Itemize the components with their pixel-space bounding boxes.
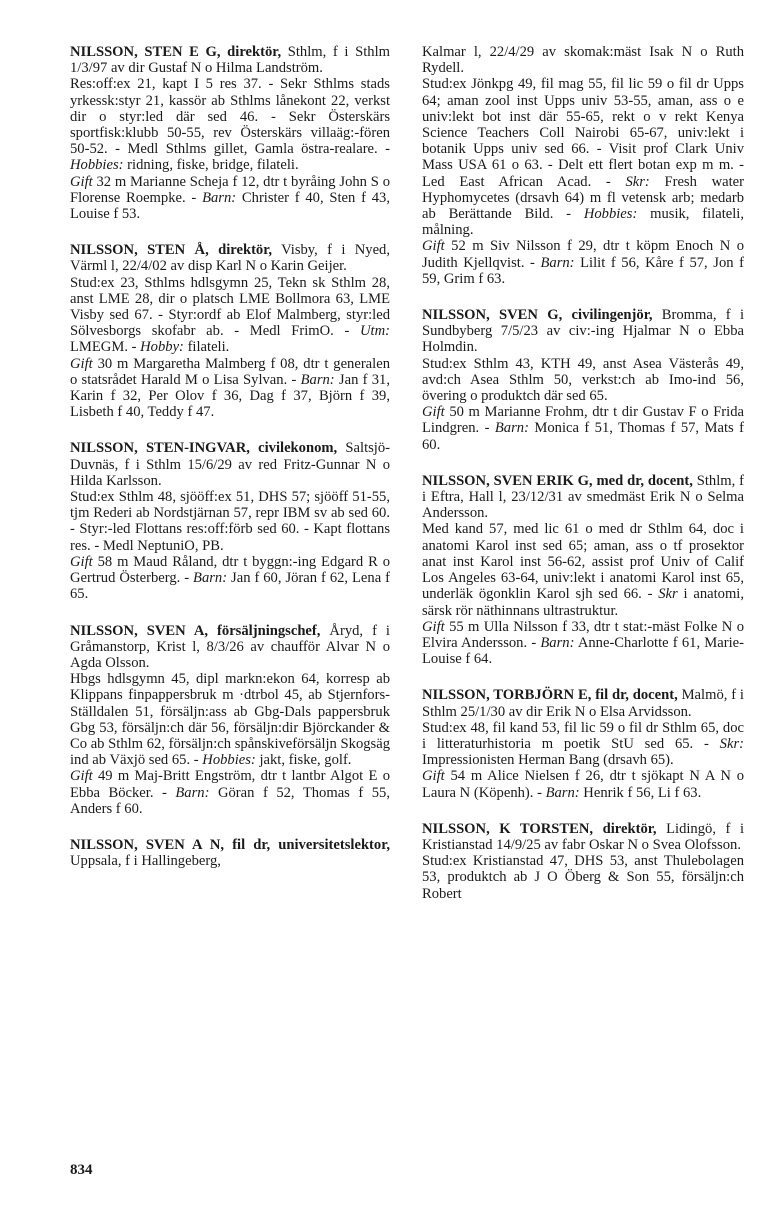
entry-text: musik, filateli, målning. <box>422 206 744 239</box>
field-label: Skr: <box>719 735 744 752</box>
entry-paragraph <box>70 275 390 356</box>
entry-header <box>422 44 744 76</box>
entry-text: Stud:ex Sthlm 43, KTH 49, anst Asea Västerås 49, avd:ch Asea Sthlm 50, verkst:ch ab Imo-ind 56, övering o produktch där sed 65. <box>422 355 744 405</box>
field-label: Barn: <box>540 254 575 271</box>
field-label: Barn: <box>540 634 575 651</box>
field-label: Gift <box>422 618 445 635</box>
entry-paragraph <box>70 671 390 768</box>
entry-title: försäljningschef, <box>217 622 321 639</box>
entry-paragraph <box>70 489 390 554</box>
entry-intro: Malmö, f i Sthlm 25/1/30 av dir Erik N o Elsa Arvidsson. <box>422 687 744 720</box>
entry-text: Jan f 31, Karin f 32, Per Olov f 36, Dag f 37, Björn f 39, Lisbeth f 40, Teddy f 47. <box>70 371 390 421</box>
entry-text: Stud:ex Kristianstad 47, DHS 53, anst Thulebolagen 53, produktch ab J O Öberg & Son 55, försäljn:ch Robert <box>422 853 744 902</box>
entry-paragraph <box>422 853 744 902</box>
entry-continuation <box>422 44 744 287</box>
entry-title: direktör, <box>218 242 273 259</box>
entry-text: Stud:ex Jönkpg 49, fil mag 55, fil lic 59 o fil dr Upps 64; aman zool inst Upps univ 53-55, aman, ass o e univ:lekt bot inst där 55-65, rekt o v rekt Kenya Science Teachers Coll Nairobi 65-67, univ:lekt i botanik Upps univ sed 66. - Visit prof Clark Univ Mass USA 61 o 63. - Delt ett flert botan exp m m. - Led East African Acad. - <box>422 76 744 190</box>
entry-paragraph <box>422 404 744 453</box>
field-label: Gift <box>70 355 93 372</box>
field-label: Gift <box>422 404 445 421</box>
entry-text: 30 m Margaretha Malmberg f 08, dtr t generalen o statsrådet Harald M o Lisa Sylvan. - <box>70 355 390 388</box>
entry <box>422 821 744 902</box>
entry-paragraph <box>422 521 744 618</box>
entry-paragraph <box>70 768 390 817</box>
entry-paragraph <box>70 76 390 173</box>
field-label: Barn: <box>545 784 580 801</box>
entry-name: NILSSON, SVEN ERIK G, <box>422 472 593 489</box>
entry-text: Stud:ex 48, fil kand 53, fil lic 59 o fil dr Sthlm 65, doc i litteraturhistoria m poetik StU sed 65. - <box>422 719 744 752</box>
field-label: Skr <box>658 586 678 603</box>
entry-name: NILSSON, STEN-INGVAR, <box>70 440 250 457</box>
entry-header <box>422 821 744 853</box>
entry-text: Anne-Charlotte f 61, Marie-Louise f 64. <box>422 634 744 668</box>
entry-paragraph <box>422 76 744 238</box>
entry-text: Christer f 40, Sten f 43, Louise f 53. <box>70 189 390 223</box>
field-label: Gift <box>422 768 445 785</box>
entry-title: civilekonom, <box>258 440 338 457</box>
entry-text: Göran f 52, Thomas f 55, Anders f 60. <box>70 784 390 817</box>
entry <box>70 623 390 817</box>
entry-paragraph <box>422 238 744 287</box>
entry-name: NILSSON, SVEN A N, <box>70 836 225 853</box>
field-label: Hobbies: <box>202 752 256 769</box>
field-label: Utm: <box>360 323 390 340</box>
field-label: Barn: <box>202 189 237 206</box>
entry-text: i anatomi, särsk rör näthinnans ultrastruktur. <box>422 586 744 619</box>
entry-header <box>422 687 744 719</box>
entry-text: Res:off:ex 21, kapt I 5 res 37. - Sekr Sthlms stads yrkessk:styr 21, kassör ab Sthlms lånekont 22, verkst dir o styr:led där sed 46. - Sekr Österskärs sportfisk:klubb 50-55, rev Österskärs villaäg:-fören 50-52. - Medl Sthlms gillet, Gamla östra-realare. - <box>70 76 390 158</box>
entry-title: fil dr, docent, <box>595 687 678 704</box>
entry-text: Stud:ex Sthlm 48, sjööff:ex 51, DHS 57; sjööff 51-55, tjm Rederi ab Nordstjärnan 57, repr IBM sv ab sed 60. - Styr:-led Flottans res:off:förb sed 60. - Kapt flottans res. - Medl NeptuniO, PB. <box>70 489 390 554</box>
entry-name: NILSSON, STEN E G, <box>70 44 221 60</box>
entry-text: LMEGM. - <box>70 339 141 356</box>
entry-paragraph <box>422 356 744 405</box>
page-number: 834 <box>70 1162 93 1178</box>
entry-paragraph <box>70 174 390 223</box>
entry-text: ridning, fiske, bridge, filateli. <box>123 157 299 174</box>
entry-title: direktör, <box>227 44 282 60</box>
entry-paragraph <box>422 720 744 769</box>
entry-text: Fresh water Hyphomycetes (drsavh 64) m fl vetensk arb; medarb ab Berättande Bild. - <box>422 173 744 223</box>
entry-text: Impressionisten Herman Bang (drsavh 65). <box>422 752 674 769</box>
entry-name: NILSSON, SVEN A, <box>70 622 209 639</box>
entry <box>422 473 744 667</box>
entry-header <box>70 623 390 672</box>
entry-text: 54 m Alice Nielsen f 26, dtr t sjökapt N A N o Laura N (Köpenh). - <box>422 768 744 801</box>
field-label: Barn: <box>494 420 529 437</box>
entry-title: fil dr, universitetslektor, <box>232 836 390 853</box>
entry-text: Hbgs hdlsgymn 45, dipl markn:ekon 64, korresp ab Klippans finpappersbruk m ·dtrbol 45, ab Stjernfors-Ställdalen 51, försäljn:ass ab Gbg-Dals pappersbruk Gbg 53, försäljn:ch där 56, försäljn:dir Björckander & Co ab Sthlm 62, försäljn:ch spånskiveförsäljn Skogsäg ind ab Växjö sed 65. - <box>70 671 390 769</box>
entry-paragraph <box>70 554 390 603</box>
entry-text: Stud:ex 23, Sthlms hdlsgymn 25, Tekn sk Sthlm 28, anst LME 28, dir o platsch LME Bollmora 63, LME Visby sed 67. - Styr:ordf ab Elof Malmberg, styr:led Sölvesborgs skofabr ab. - Medl FrimO. - <box>70 274 390 340</box>
field-label: Gift <box>422 238 445 255</box>
entry-text: 49 m Maj-Britt Engström, dtr t lantbr Algot E o Ebba Böcker. - <box>70 768 390 801</box>
entry-paragraph <box>70 356 390 421</box>
field-label: Gift <box>70 173 93 190</box>
entry-text: 52 m Siv Nilsson f 29, dtr t köpm Enoch N o Judith Kjellqvist. - <box>422 238 744 271</box>
entry-intro: Kalmar l, 22/4/29 av skomak:mäst Isak N o Ruth Rydell. <box>422 44 744 77</box>
entry-title: civilingenjör, <box>571 307 653 324</box>
field-label: Barn: <box>175 784 210 801</box>
entry-header <box>422 473 744 522</box>
field-label: Gift <box>70 553 93 570</box>
entry-text: 55 m Ulla Nilsson f 33, dtr t stat:-mäst Folke N o Elvira Andersson. - <box>422 618 744 651</box>
entry <box>422 307 744 453</box>
field-label: Hobbies: <box>70 157 124 174</box>
entry <box>70 440 390 602</box>
entry-paragraph <box>422 619 744 668</box>
field-label: Barn: <box>193 570 228 587</box>
field-label: Skr: <box>625 173 650 190</box>
entry <box>70 837 390 869</box>
entry-text: 32 m Marianne Scheja f 12, dtr t byråing John S o Florense Roempke. - <box>70 173 390 206</box>
entry-intro: Bromma, f i Sundbyberg 7/5/23 av civ:-ing Hjalmar N o Ebba Holmdin. <box>422 307 744 356</box>
field-label: Hobby: <box>140 339 184 356</box>
entry-text: Monica f 51, Thomas f 57, Mats f 60. <box>422 420 744 453</box>
entry-title: med dr, docent, <box>596 472 693 489</box>
entry-text: Jan f 60, Jöran f 62, Lena f 65. <box>70 570 390 603</box>
entry-intro: Sthlm, f i Sthlm 1/3/97 av dir Gustaf N o Hilma Landström. <box>70 44 390 77</box>
left-column <box>70 44 390 869</box>
entry-header <box>422 307 744 356</box>
entry-text: jakt, fiske, golf. <box>255 752 352 769</box>
entry-name: NILSSON, TORBJÖRN E, <box>422 687 592 704</box>
entry <box>422 687 744 800</box>
entry-paragraph <box>422 768 744 800</box>
entry-text: 58 m Maud Råland, dtr t byggn:-ing Edgard R o Gertrud Österberg. - <box>70 553 390 587</box>
entry-name: NILSSON, SVEN G, <box>422 307 563 324</box>
entry-intro: Uppsala, f i Hallingeberg, <box>70 853 221 870</box>
entry-intro: Sthlm, f i Eftra, Hall l, 23/12/31 av smedmäst Erik N o Selma Andersson. <box>422 472 744 522</box>
entry-name: NILSSON, K TORSTEN, <box>422 820 594 837</box>
field-label: Hobbies: <box>583 206 638 223</box>
field-label: Barn: <box>300 371 335 388</box>
entry-intro: Lidingö, f i Kristianstad 14/9/25 av fabr Oskar N o Svea Olofsson. <box>422 820 744 853</box>
entry-text: 50 m Marianne Frohm, dtr t dir Gustav F o Frida Lindgren. - <box>422 404 744 437</box>
entry-text: Henrik f 56, Li f 63. <box>579 784 702 801</box>
entry-name: NILSSON, STEN Å, <box>70 242 209 259</box>
entry-text: filateli. <box>183 339 230 356</box>
entry-intro: Åryd, f i Gråmanstorp, Krist l, 8/3/26 av chaufför Alvar N o Agda Olsson. <box>70 622 390 671</box>
entry-header <box>70 440 390 489</box>
entry-intro: Saltsjö-Duvnäs, f i Sthlm 15/6/29 av red Fritz-Gunnar N o Hilda Karlsson. <box>70 440 391 489</box>
entry <box>70 242 390 420</box>
field-label: Gift <box>70 768 93 785</box>
entry-header <box>70 837 390 869</box>
entry-title: direktör, <box>602 820 657 837</box>
right-column <box>422 44 744 902</box>
entry-text: Lilit f 56, Kåre f 57, Jon f 59, Grim f 63. <box>422 254 744 287</box>
entry-header <box>70 44 390 76</box>
entry-intro: Visby, f i Nyed, Värml l, 22/4/02 av disp Karl N o Karin Geijer. <box>70 242 391 275</box>
entry-header <box>70 242 390 274</box>
entry-text: Med kand 57, med lic 61 o med dr Sthlm 64, doc i anatomi Karol inst sed 65; aman, ass o tf prosektor anat inst Karol inst 56-62, assist prof Univ of Calif Los Angeles 63-64, univ:lekt i anatomi Karol inst 65, underläk ögonklin Karol sjh sed 66. - <box>422 521 744 603</box>
entry <box>70 44 390 222</box>
